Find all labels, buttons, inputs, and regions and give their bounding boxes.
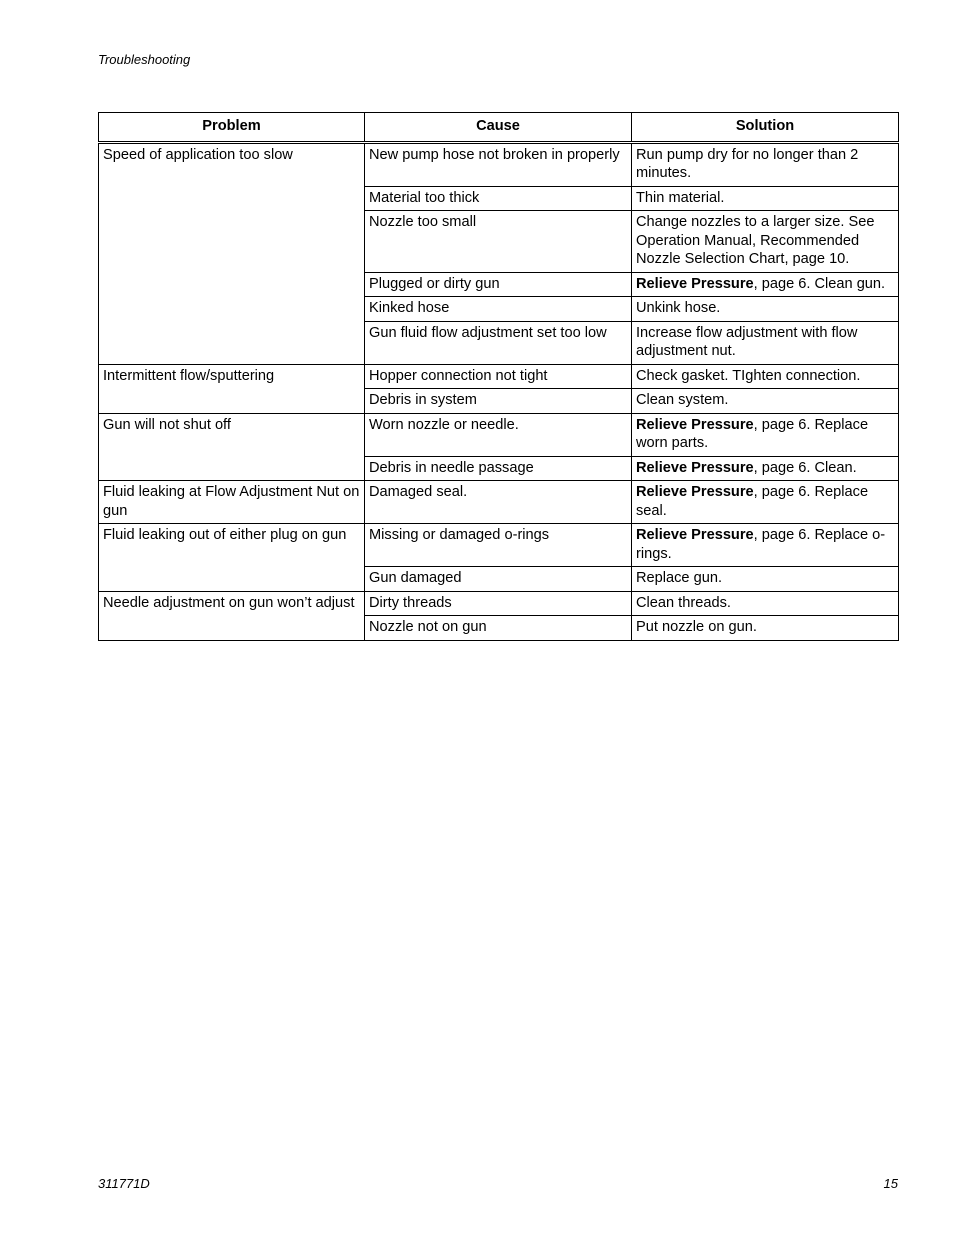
cause-cell: Material too thick: [365, 186, 632, 211]
cause-cell: Worn nozzle or needle.: [365, 413, 632, 456]
relieve-pressure-reference: Relieve Pressure: [636, 527, 754, 543]
solution-text: Put nozzle on gun.: [636, 619, 757, 635]
solution-cell: [632, 616, 899, 641]
solution-cell: [632, 413, 899, 456]
solution-cell: [632, 481, 899, 524]
solution-text: Thin material.: [636, 189, 725, 206]
relieve-pressure-reference: Relieve Pressure: [636, 416, 754, 433]
table-row: [99, 524, 899, 567]
cause-cell: Hopper connection not tight: [365, 364, 632, 389]
cause-cell: Gun fluid flow adjustment set too low: [365, 321, 632, 364]
cause-cell: Nozzle not on gun: [365, 616, 632, 641]
table-row: [99, 413, 899, 456]
solution-text: , page 6. Replace o-rings.: [636, 527, 886, 562]
cause-cell: Plugged or dirty gun: [365, 272, 632, 297]
problem-cell: Speed of application too slow: [99, 142, 365, 364]
solution-cell: [632, 186, 899, 211]
solution-text: , page 6. Clean gun.: [753, 275, 886, 292]
relieve-pressure-reference: Relieve Pressure: [636, 459, 754, 476]
column-header-problem: Problem: [99, 113, 365, 143]
problem-cell: Needle adjustment on gun won’t adjust: [99, 591, 365, 640]
solution-cell: [632, 364, 899, 389]
solution-text: , page 6. Clean.: [753, 459, 857, 476]
cause-cell: Missing or damaged o-rings: [365, 524, 632, 567]
solution-cell: [632, 591, 899, 616]
cause-cell: Debris in needle passage: [365, 456, 632, 481]
solution-cell: [632, 456, 899, 481]
relieve-pressure-reference: Relieve Pressure: [636, 484, 754, 500]
table-row: [99, 142, 899, 186]
solution-cell: [632, 297, 899, 322]
cause-cell: Nozzle too small: [365, 211, 632, 273]
problem-cell: Gun will not shut off: [99, 413, 365, 481]
troubleshooting-table: [98, 112, 899, 641]
table-row: [99, 364, 899, 389]
solution-text: Increase flow adjustment with flow adjustment nut.: [636, 324, 858, 359]
solution-cell: [632, 524, 899, 567]
table-body: [99, 142, 899, 640]
problem-cell: Fluid leaking out of either plug on gun: [99, 524, 365, 592]
table-row: [99, 591, 899, 616]
solution-text: Replace gun.: [636, 570, 723, 586]
column-header-cause: Cause: [365, 113, 632, 143]
cause-cell: New pump hose not broken in properly: [365, 142, 632, 186]
solution-cell: [632, 321, 899, 364]
relieve-pressure-reference: Relieve Pressure: [636, 275, 754, 292]
solution-text: Run pump dry for no longer than 2 minutes.: [636, 146, 859, 181]
solution-cell: [632, 142, 899, 186]
document-number: 311771D: [98, 1176, 150, 1191]
solution-cell: [632, 272, 899, 297]
solution-cell: [632, 211, 899, 273]
page-number: 15: [883, 1176, 898, 1191]
cause-cell: Dirty threads: [365, 591, 632, 616]
solution-text: , page 6. Replace worn parts.: [636, 416, 869, 451]
cause-cell: Gun damaged: [365, 567, 632, 592]
solution-text: Check gasket. TIghten connection.: [636, 367, 861, 384]
solution-text: Clean system.: [636, 392, 729, 408]
problem-cell: Fluid leaking at Flow Adjustment Nut on gun: [99, 481, 365, 524]
solution-cell: [632, 567, 899, 592]
table-header-row: [99, 113, 899, 143]
cause-cell: Debris in system: [365, 389, 632, 414]
solution-text: Unkink hose.: [636, 300, 721, 316]
cause-cell: Damaged seal.: [365, 481, 632, 524]
problem-cell: Intermittent flow/sputtering: [99, 364, 365, 413]
solution-text: Clean threads.: [636, 594, 731, 611]
solution-text: , page 6. Replace seal.: [636, 484, 869, 519]
column-header-solution: Solution: [632, 113, 899, 143]
solution-cell: [632, 389, 899, 414]
solution-text: Change nozzles to a larger size. See Operation Manual, Recommended Nozzle Selection Chart, page 10.: [636, 214, 875, 267]
table-row: [99, 481, 899, 524]
cause-cell: Kinked hose: [365, 297, 632, 322]
section-header: Troubleshooting: [98, 52, 191, 67]
